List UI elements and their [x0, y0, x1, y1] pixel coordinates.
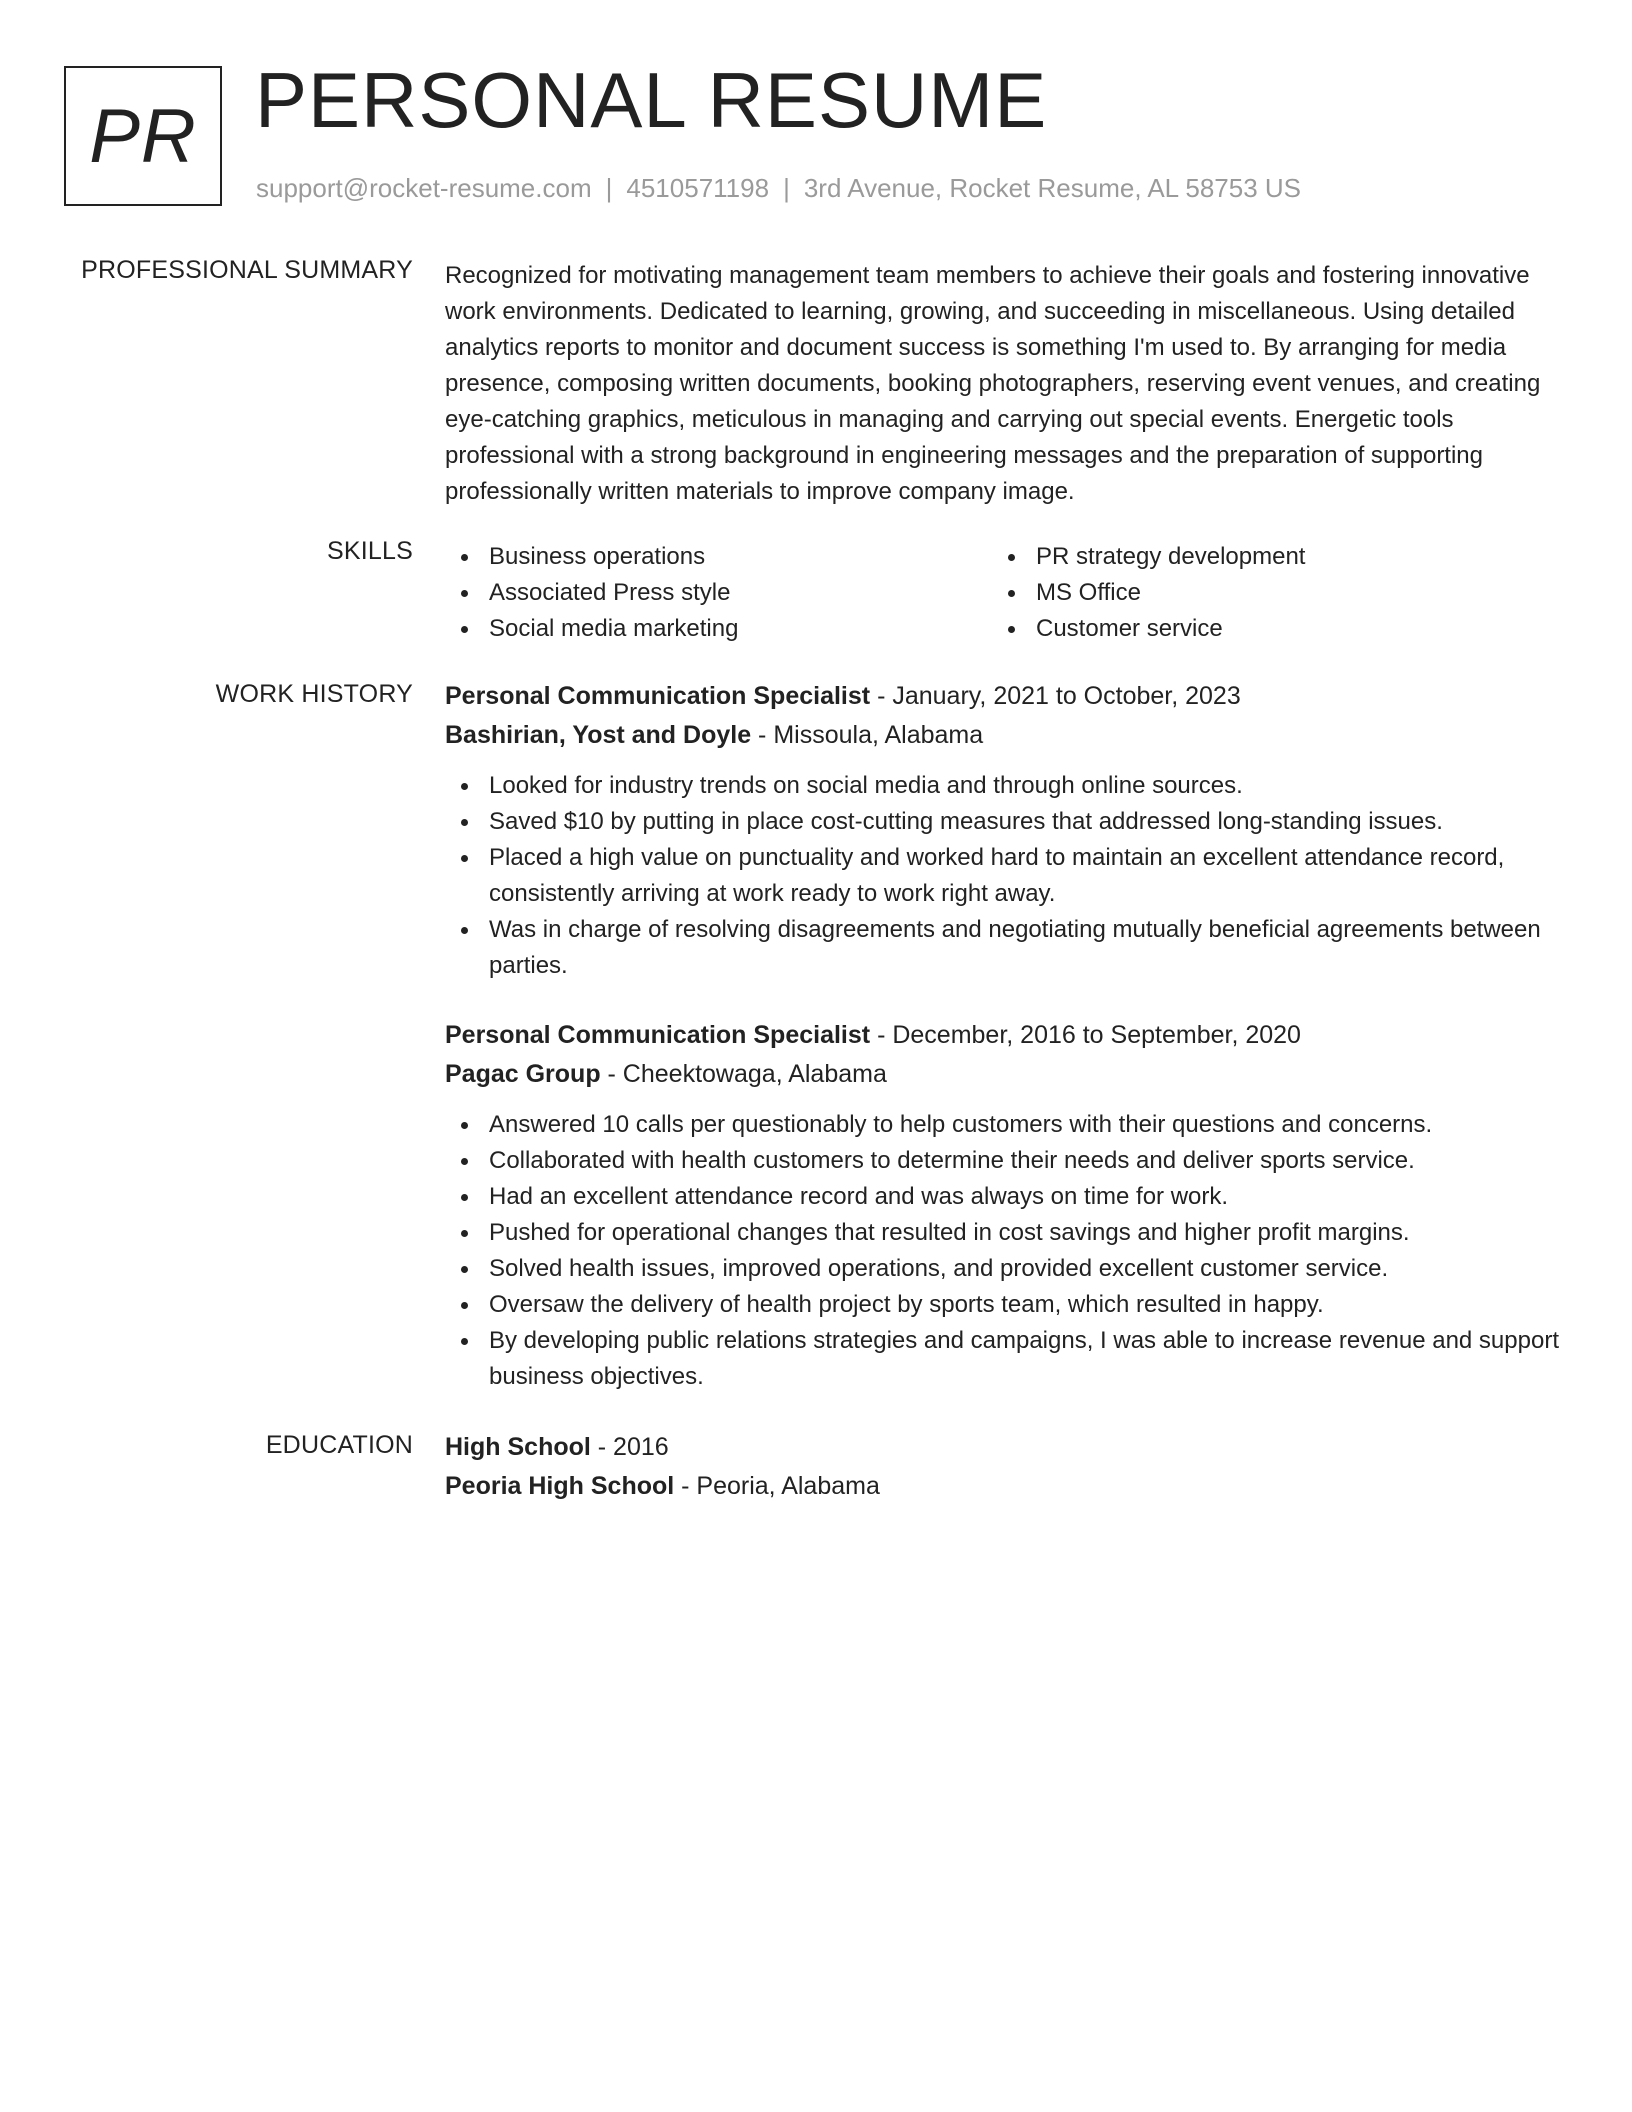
education-year: - 2016	[590, 1433, 669, 1461]
education-school: Peoria High School	[445, 1472, 675, 1500]
job-title-line	[445, 1016, 1560, 1055]
job-location: - Cheektowaga, Alabama	[600, 1060, 887, 1088]
education-heading: EDUCATION	[265, 1431, 413, 1459]
skill-item: PR strategy development	[992, 539, 1539, 575]
skill-item: Business operations	[445, 539, 992, 575]
resume-title: PERSONAL RESUME	[255, 56, 1048, 144]
job-bullet: Oversaw the delivery of health project by sports team, which resulted in happy.	[445, 1287, 1560, 1323]
job-entry	[445, 677, 1560, 984]
skills-grid	[445, 539, 1560, 647]
skill-item: MS Office	[992, 575, 1539, 611]
skill-item: Associated Press style	[445, 575, 992, 611]
job-bullet: Was in charge of resolving disagreements and negotiating mutually beneficial agreements between parties.	[445, 912, 1560, 984]
job-bullet: Collaborated with health customers to determine their needs and deliver sports service.	[445, 1143, 1560, 1179]
job-dates: - January, 2021 to October, 2023	[870, 682, 1241, 710]
contact-phone[interactable]: 4510571198	[626, 173, 770, 203]
skills-list-right	[992, 539, 1539, 647]
summary-heading: PROFESSIONAL SUMMARY	[81, 256, 413, 284]
education-body	[445, 1428, 1560, 1506]
skills-list-left	[445, 539, 992, 647]
education-location: - Peoria, Alabama	[674, 1472, 880, 1500]
summary-text: Recognized for motivating management team members to achieve their goals and fostering innovative work environments. Dedicated to learning, growing, and succeeding in miscellaneous. Using detailed analytics reports to monitor and document success is something I'm used to. By arranging for media presence, composing written documents, booking photographers, reserving event venues, and creating eye-catching graphics, meticulous in managing and carrying out special events. Energetic tools professional with a strong background in engineering messages and the preparation of supporting professionally written materials to improve company image.	[445, 262, 1541, 505]
education-school-line	[445, 1467, 1560, 1506]
job-company-line	[445, 1055, 1560, 1094]
job-company-line	[445, 716, 1560, 755]
job-entry	[445, 1016, 1560, 1395]
skill-item: Social media marketing	[445, 611, 992, 647]
contact-address: 3rd Avenue, Rocket Resume, AL 58753 US	[803, 173, 1302, 203]
job-title: Personal Communication Specialist	[445, 682, 871, 710]
job-company: Pagac Group	[445, 1060, 601, 1088]
job-bullet: Pushed for operational changes that resulted in cost savings and higher profit margins.	[445, 1215, 1560, 1251]
job-bullet: Answered 10 calls per questionably to help customers with their questions and concerns.	[445, 1107, 1560, 1143]
job-location: - Missoula, Alabama	[751, 721, 984, 749]
skills-heading: SKILLS	[327, 537, 413, 565]
job-bullet: Looked for industry trends on social media and through online sources.	[445, 768, 1560, 804]
contact-separator: |	[783, 173, 790, 203]
job-company: Bashirian, Yost and Doyle	[445, 721, 752, 749]
summary-body	[445, 258, 1560, 510]
job-title: Personal Communication Specialist	[445, 1021, 871, 1049]
job-title-line	[445, 677, 1560, 716]
job-bullets	[445, 768, 1560, 984]
education-degree: High School	[445, 1433, 591, 1461]
job-bullets	[445, 1107, 1560, 1395]
monogram-logo: PR	[64, 66, 222, 206]
contact-line	[256, 173, 1301, 204]
skills-body	[445, 539, 1560, 647]
job-bullet: Saved $10 by putting in place cost-cutting measures that addressed long-standing issues.	[445, 804, 1560, 840]
job-bullet: Placed a high value on punctuality and worked hard to maintain an excellent attendance record, consistently arriving at work ready to work right away.	[445, 840, 1560, 912]
education-degree-line	[445, 1428, 1560, 1467]
work-history-heading: WORK HISTORY	[215, 680, 413, 708]
job-dates: - December, 2016 to September, 2020	[870, 1021, 1301, 1049]
contact-email[interactable]: support@rocket-resume.com	[256, 173, 592, 203]
job-bullet: By developing public relations strategies and campaigns, I was able to increase revenue and support business objectives.	[445, 1323, 1560, 1395]
skill-item: Customer service	[992, 611, 1539, 647]
job-bullet: Had an excellent attendance record and was always on time for work.	[445, 1179, 1560, 1215]
contact-separator: |	[605, 173, 613, 203]
job-bullet: Solved health issues, improved operations, and provided excellent customer service.	[445, 1251, 1560, 1287]
work-history-body	[445, 677, 1560, 1395]
